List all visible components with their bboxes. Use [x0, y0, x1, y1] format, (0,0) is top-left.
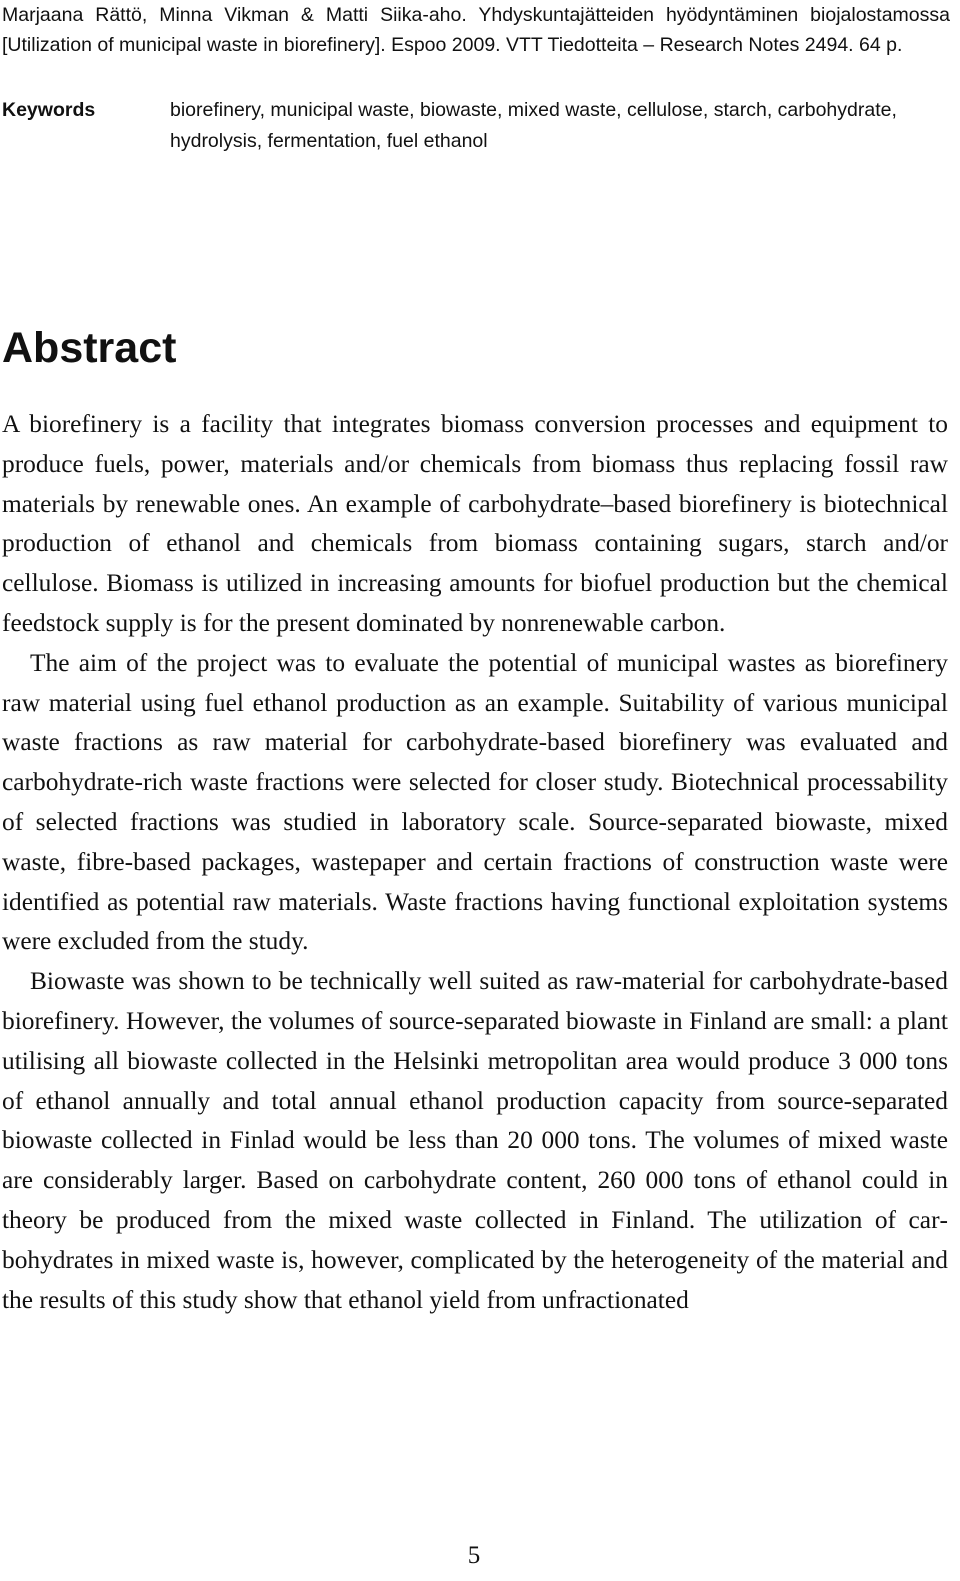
keywords-text: biorefinery, municipal waste, biowaste, mixed waste, cellulose, starch, carbohydrate, hydrolysis, fermentation, fuel ethanol [170, 99, 897, 152]
abstract-paragraph: A biorefinery is a facility that integrates biomass conversion processes and equipment to produce fuels, power, materials and/or chemicals from biomass thus replacing fossil raw materials by renewable ones. An example of carbohydrate–based biorefinery is biotechnical production of ethanol and chemicals from biomass containing sugars, starch and/or cellulose. Biomass is utilized in increasing amounts for biofuel production but the chemical feedstock supply is for the present dominated by nonrenewable carbon. [2, 410, 948, 637]
abstract-paragraph: The aim of the project was to evaluate the potential of municipal wastes as biorefinery raw material using fuel ethanol production as an example. Suitability of various municipal waste fractions as raw material for carbohydrate-based biorefinery was evaluated and carbohydrate-rich waste fractions were selected for closer study. Biotechnical processability of selected fractions was studied in laboratory scale. Source-separated biowaste, mixed waste, fibre-based packages, wastepaper and certain fractions of construction waste were identified as potential raw materials. Waste fractions having functional exploitation systems were excluded from the study. [2, 648, 948, 956]
abstract-body [2, 405, 948, 1320]
citation: Marjaana Rättö, Minna Vikman & Matti Siika-aho. Yhdyskuntajätteiden hyödyntäminen biojalostamossa [Utilization of municipal waste in biorefinery]. Espoo 2009. VTT Tiedotteita – Research Notes 2494. 64 p. [2, 4, 950, 56]
abstract-heading: Abstract [2, 324, 177, 372]
keywords-label: Keywords [2, 99, 96, 121]
page-number: 5 [467, 1542, 481, 1569]
abstract-paragraph: Biowaste was shown to be technically well suited as raw-material for carbohydrate-based biorefinery. However, the volumes of source-separated biowaste in Finland are small: a plant utilising all biowaste collected in the Helsinki metropolitan area would produce 3 000 tons of ethanol annually and total annual ethanol production capacity from source-separated biowaste collected in Finlad would be less than 20 000 tons. The volumes of mixed waste are considerably larger. Based on carbohydrate content, 260 000 tons of ethanol could in theory be produced from the mixed waste collected in Finland. The utilization of carbohydrates in mixed waste is, however, complicated by the heterogeneity of the material and the results of this study show that ethanol yield from unfractionated [2, 967, 948, 1314]
